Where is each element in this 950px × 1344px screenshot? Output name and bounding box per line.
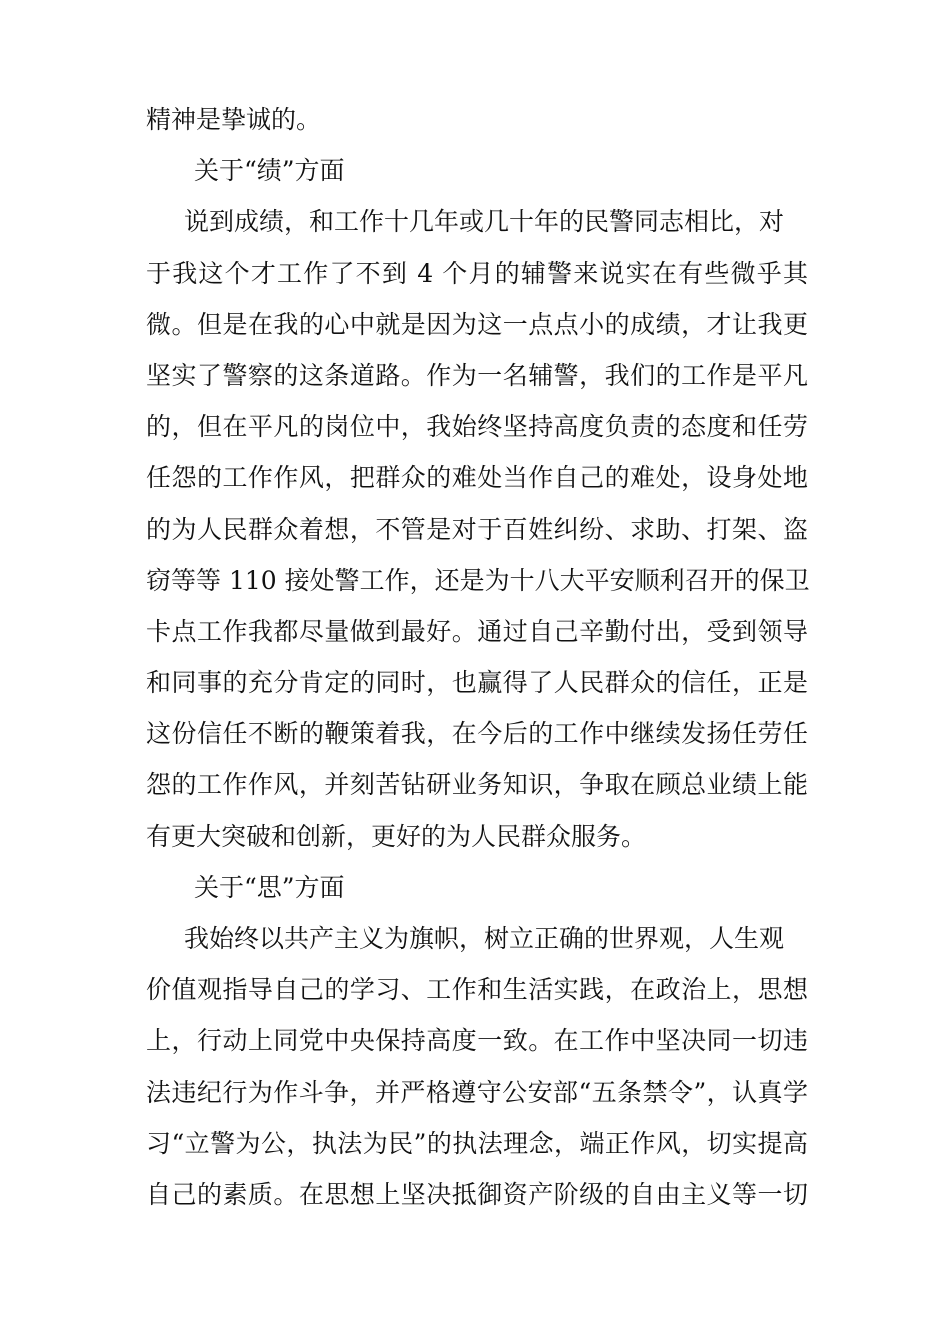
- body-text-line: 任怨的工作作风，把群众的难处当作自己的难处，设身处地: [146, 463, 808, 493]
- body-text-line: 价值观指导自己的学习、工作和生活实践，在政治上，思想: [146, 975, 808, 1005]
- body-text-line: 有更大突破和创新，更好的为人民群众服务。: [146, 821, 647, 851]
- section-heading-si: 关于“思”方面: [194, 872, 345, 902]
- body-text-line: 这份信任不断的鞭策着我，在今后的工作中继续发扬任劳任: [146, 719, 808, 749]
- body-text-line: 的为人民群众着想，不管是对于百姓纠纷、求助、打架、盗: [146, 514, 808, 544]
- paragraph-first-line: 说到成绩，和工作十几年或几十年的民警同志相比，对: [184, 207, 785, 237]
- body-text-line: 上，行动上同党中央保持高度一致。在工作中坚决同一切违: [146, 1026, 808, 1056]
- body-text-line: 精神是挚诚的。: [146, 105, 322, 134]
- body-text-line: 窃等等 110 接处警工作，还是为十八大平安顺利召开的保卫: [146, 565, 810, 595]
- body-text-line: 法违纪行为作斗争，并严格遵守公安部“五条禁令”，认真学: [146, 1077, 808, 1107]
- body-text-line: 坚实了警察的这条道路。作为一名辅警，我们的工作是平凡: [146, 360, 808, 390]
- body-text-line: 怨的工作作风，并刻苦钻研业务知识，争取在顾总业绩上能: [146, 770, 808, 800]
- document-body: [146, 94, 808, 1220]
- body-text-line: 卡点工作我都尽量做到最好。通过自己辛勤付出，受到领导: [146, 616, 808, 646]
- body-text-line: 习“立警为公，执法为民”的执法理念，端正作风，切实提高: [146, 1128, 808, 1158]
- body-text-line: 和同事的充分肯定的同时，也赢得了人民群众的信任，正是: [146, 668, 808, 698]
- body-text-line: 于我这个才工作了不到 4 个月的辅警来说实在有些微乎其: [146, 258, 808, 288]
- body-text-line: 自己的素质。在思想上坚决抵御资产阶级的自由主义等一切: [146, 1179, 808, 1209]
- body-text-line: 的，但在平凡的岗位中，我始终坚持高度负责的态度和任劳: [146, 412, 808, 442]
- paragraph-first-line: 我始终以共产主义为旗帜，树立正确的世界观，人生观: [184, 924, 785, 953]
- section-heading-ji: 关于“绩”方面: [194, 156, 345, 186]
- body-text-line: 微。但是在我的心中就是因为这一点点小的成绩，才让我更: [146, 309, 808, 339]
